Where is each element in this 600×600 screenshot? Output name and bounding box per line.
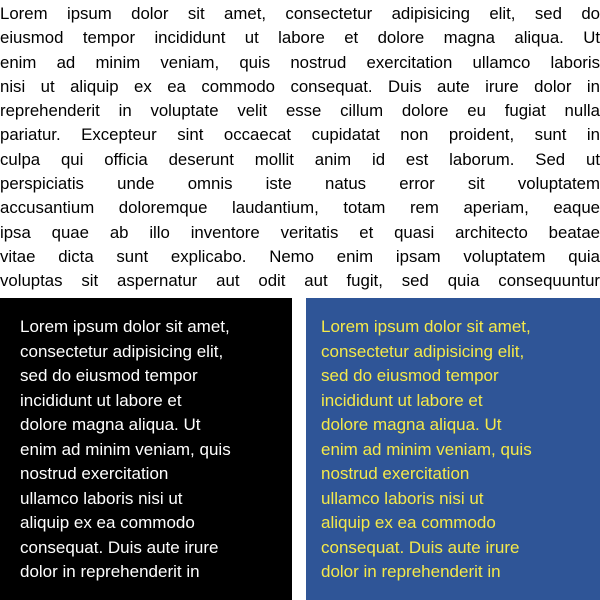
main-line: culpa qui officia deserunt mollit anim id est laborum. Sed ut: [0, 149, 600, 169]
blue-text-box: [306, 298, 600, 600]
black-box-line: consequat. Duis aute irure: [20, 537, 219, 557]
black-box-line: dolore magna aliqua. Ut: [20, 415, 201, 434]
main-line: eiusmod tempor incididunt ut labore et dolore magna aliqua. Ut: [0, 28, 600, 48]
blue-box-line: sed do eiusmod tempor: [321, 366, 499, 385]
blue-box-line: Lorem ipsum dolor sit amet,: [321, 317, 531, 336]
blue-box-line: consectetur adipisicing elit,: [321, 341, 525, 361]
black-box-line: incididunt ut labore et: [20, 390, 182, 410]
main-line: nisi ut aliquip ex ea commodo consequat. Duis aute irure dolor in: [0, 76, 600, 96]
main-line: voluptas sit aspernatur aut odit aut fugit, sed quia consequuntur: [0, 271, 600, 291]
blue-box-line: ullamco laboris nisi ut: [321, 488, 484, 508]
blue-box-line: dolore magna aliqua. Ut: [321, 415, 502, 434]
blue-box-line: aliquip ex ea commodo: [321, 513, 496, 532]
main-line: perspiciatis unde omnis iste natus error sit voluptatem: [0, 174, 600, 194]
main-line: accusantium doloremque laudantium, totam rem aperiam, eaque: [0, 198, 600, 218]
blue-box-line: consequat. Duis aute irure: [321, 537, 520, 557]
black-box-line: consectetur adipisicing elit,: [20, 341, 224, 361]
black-box-line: Lorem ipsum dolor sit amet,: [20, 317, 230, 336]
black-box-line: nostrud exercitation: [20, 464, 169, 483]
main-line: pariatur. Excepteur sint occaecat cupidatat non proident, sunt in: [0, 125, 600, 145]
black-box-line: dolor in reprehenderit in: [20, 562, 200, 581]
black-box-line: sed do eiusmod tempor: [20, 366, 198, 385]
main-line: reprehenderit in voluptate velit esse cillum dolore eu fugiat nulla: [0, 101, 600, 121]
blue-box-line: incididunt ut labore et: [321, 390, 483, 410]
black-box-line: enim ad minim veniam, quis: [20, 439, 231, 459]
blue-box-line: enim ad minim veniam, quis: [321, 439, 532, 459]
main-line: ipsa quae ab illo inventore veritatis et quasi architecto beatae: [0, 222, 600, 242]
main-line: Lorem ipsum dolor sit amet, consectetur adipisicing elit, sed do: [0, 4, 600, 23]
black-box-line: ullamco laboris nisi ut: [20, 488, 183, 508]
main-line: vitae dicta sunt explicabo. Nemo enim ipsam voluptatem quia: [0, 246, 600, 266]
black-box-line: aliquip ex ea commodo: [20, 513, 195, 532]
black-text-box: [0, 298, 292, 600]
blue-box-line: nostrud exercitation: [321, 464, 470, 483]
main-paragraph: [0, 2, 600, 294]
main-line: enim ad minim veniam, quis nostrud exercitation ullamco laboris: [0, 52, 600, 72]
blue-box-line: dolor in reprehenderit in: [321, 562, 501, 581]
